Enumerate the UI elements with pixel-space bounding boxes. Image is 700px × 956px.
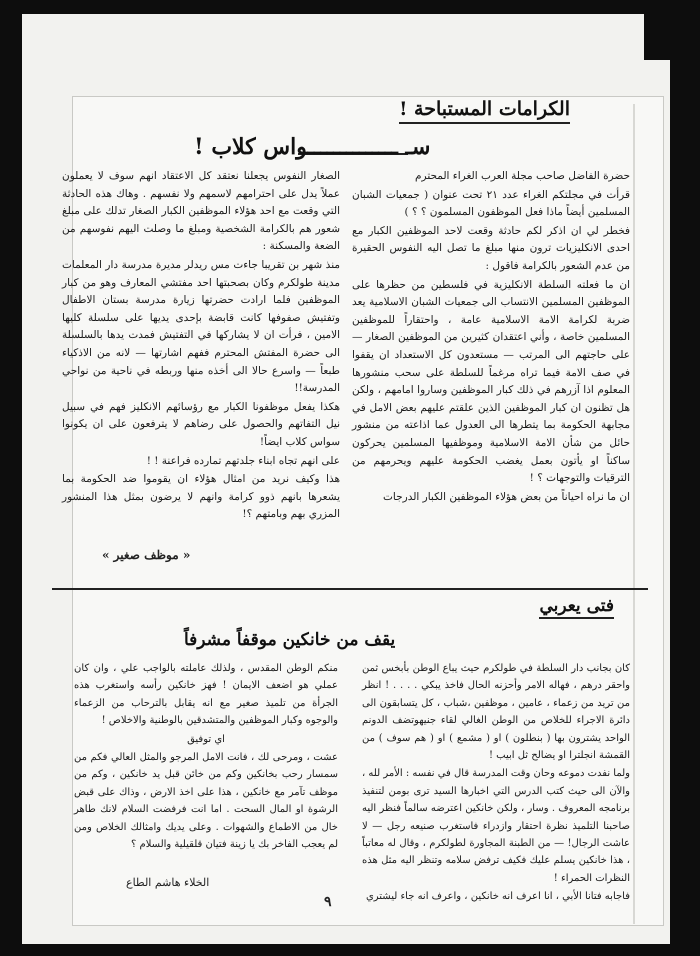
paragraph: فخطر لي ان اذكر لكم حادثة وقعت لاحد الموظفين الكبار مع احدى الانكليزيات ترون منها مبلغ ما تصل اليه النفوس الحقيرة من عدم الشعور بالكرامة فاقول : [352,224,630,272]
article2-subtitle: يقف من خانكين موقفاً مشرفاً [184,630,396,650]
article1-subtitle: سـ ــــــــــــــواس كلاب ! [194,134,431,160]
paragraph: كان بجانب دار السلطة في طولكرم حيث يباع الوطن بأبخس ثمن واحقر درهم ، فهاله الامر وأحزنه الحال فاخذ يبكي . . . . ! انظر من تريد من زعماء ، عامين ، موظفين ،شباب ، كل يتسابقون الى دائرة الاجراء للخلاص من الوطن الغالي لقاء جنيهوتضف الدونم الواحد يشترون بها ( بنطلون ) او ( مشمع ) او ( هم سوف ) من القمشة انجلترا او يضالح ثل ابيب ! [362,663,630,762]
article1-left-column [62,168,340,525]
paragraph: هكذا يفعل موظفونا الكبار مع رؤسائهم الانكليز فهم في سبيل نيل التفاتهم والحصول على رضاهم لا يترفعون على ان يكونوا سواس كلاب ايضاً! [62,400,340,448]
paragraph: اي توفيق [187,733,225,745]
paragraph: ولما نفدت دموعه وحان وقت المدرسة قال في نفسه : الأمر لله ، والآن الى حيث كتب الدرس التي اخبارها السيد ترى بومن لتنفيذ برنامجه المعروف . وسار ، ولكن خانكين اعترضه سالماً فنظر اليه صاحبنا التلميذ نظرة احتقار وازدراء فاستغرب صنيعه رجل — لا عاشت الرجال! — من الطبنة المجاورة لطولكرم ، وقال له معاتباً ، هذا خانكين يسلم عليك فكيف ترفض سلامه وتنظر اليه مثل هذه النظرات الحمراء ! [362,768,630,884]
article2-left-column [74,660,338,854]
paragraph: منذ شهر بن تقريبا جاءت مس ريدلر مديرة مدرسة دار المعلمات مدينة طولكرم وكان بصحبتها احد مفتشي المعارف وهو من كبار الموظفين فلما ارادت حضرتها زيارة مدرسة بستان الاطفال وتفتيش صفوفها كانت قابضة بإحدى يديها على سلسلة كلبها الامين ، فرأت ان لا يشاركها في التفتيش فمدت يدها بالسلسلة الى حضرة المفتش المحترم ففهم اشارتها — لانه من الاذكياء طبعاً — واسرع حالا الى أخذه منها وربطه في ناحية من نواحي المدرسة!! [62,258,340,395]
torn-corner [644,14,670,60]
paragraph: على انهم تجاه ابناء جلدتهم تمارده فراعنة ! ! [146,454,340,467]
paragraph: عشت ، ومرحى لك ، فانت الامل المرجو والمثل العالي فكم من سمسار رحب بخانكين وكم من خائن قبل يد خانكين ، وكم من موظف تآمر مع خانكين ، هذا على اخذ الارض ، وذاك على قبض الرشوة او المال السحت . اما انت فرفضت السلام لانك طاهر خال من الاطماع والشهوات . وعلى يديك وامثالك الخلاص ومن لم يعجب الفاخر بك يا زينة فتيان قلقيلية والسلام ؟ [74,752,338,851]
paragraph: فاجابه فتانا الأبي ، انا اعرف انه خانكين ، واعرف انه جاء ليشتري [365,891,630,903]
paragraph: ان ما فعلته السلطة الانكليزية في فلسطين من حظرها على الموظفين المسلمين الانتساب الى جمعيات الشبان الاسلامية يعد ضربة لكرامة الامة الاسلامية عامة ، واحتقاراً للموظفين المسلمين خاصة ، وأني اعتقدان كثيرين من الموظفين الصغار — على حاجتهم الى المرتب — مستعدون كل الاستعداد ان يقفوا في صف الامة فيما تراه مرغماً للسلطة على سحب منشورها المعلوم اذا آزرهم في ذلك كبار الموظفين وساروا امامهم ، ولكن هل تظنون ان كبار الموظفين الذين علقتم عليهم بعض الامل في مجابهة الحكومة بما يتطرها الى العدول عما اذاعته من منشور حائل من شأن الامة الاسلامية وموظفيها المسلمين يحركون ساكناً او يأتون بعمل يغضب الحكومة عليهم ويحرمهم من الترقيات والتوجهات ؟ ! [352,278,630,485]
scanned-sheet [22,14,670,944]
article2-author: الخلاء هاشم الطاع [126,876,210,889]
page-number: ٩ [324,894,332,910]
paragraph: الصغار النفوس يجعلنا نعتقد كل الاعتقاد انهم سوف لا يعملون عملاً يدل على احترامهم لاسمهم ولا نفسهم . وهاك هذه الحادثة التي وقعت مع احد هؤلاء الموظفين الكبار الصغار تدلك على مبلغ شعور هم بالكرامة الشخصية ومبلغ ما وصلت اليهم نفوسهم من الضعة والمسكنة : [62,170,340,253]
article-separator [52,588,648,590]
article2-title: فتى يعربي [539,596,614,619]
article2-right-column [362,660,630,907]
article1-right-column [352,168,630,507]
paragraph: حضرة الفاضل صاحب مجلة العرب الغراء المحترم [415,170,630,182]
paragraph: منكم الوطن المقدس ، ولذلك عاملته بالواجب علي ، وان كان عملي هو اضعف الايمان ! فهز خانكين رأسه واستغرب هذه الجرأة من تلميذ صغير مع انه يقابل بالترحاب من الزعماء والوجوه وكبار الموظفين والمتشدقين بالوطنية والاخلاص ! [74,663,338,727]
paper-fold-shadow [633,104,635,924]
article1-signature: « موظف صغير » [102,548,191,562]
paragraph: ان ما نراه احياناً من بعض هؤلاء الموظفين الكبار الدرجات [383,490,630,503]
paragraph: قرأت في مجلتكم الغراء عدد ٢١ تحت عنوان ( جمعيات الشبان المسلمين أيضاً ماذا فعل الموظفون المسلمون ؟ ؟ ) [352,188,630,219]
article1-title: الكرامات المستباحة ! [399,98,570,124]
paragraph: هذا وكيف نريد من امثال هؤلاء ان يقوموا ضد الحكومة بما يشعرها بانهم ذوو كرامة وانهم لا يرضون بمثل هذا المنشور المزري بهم وبامتهم ؟! [62,473,340,521]
